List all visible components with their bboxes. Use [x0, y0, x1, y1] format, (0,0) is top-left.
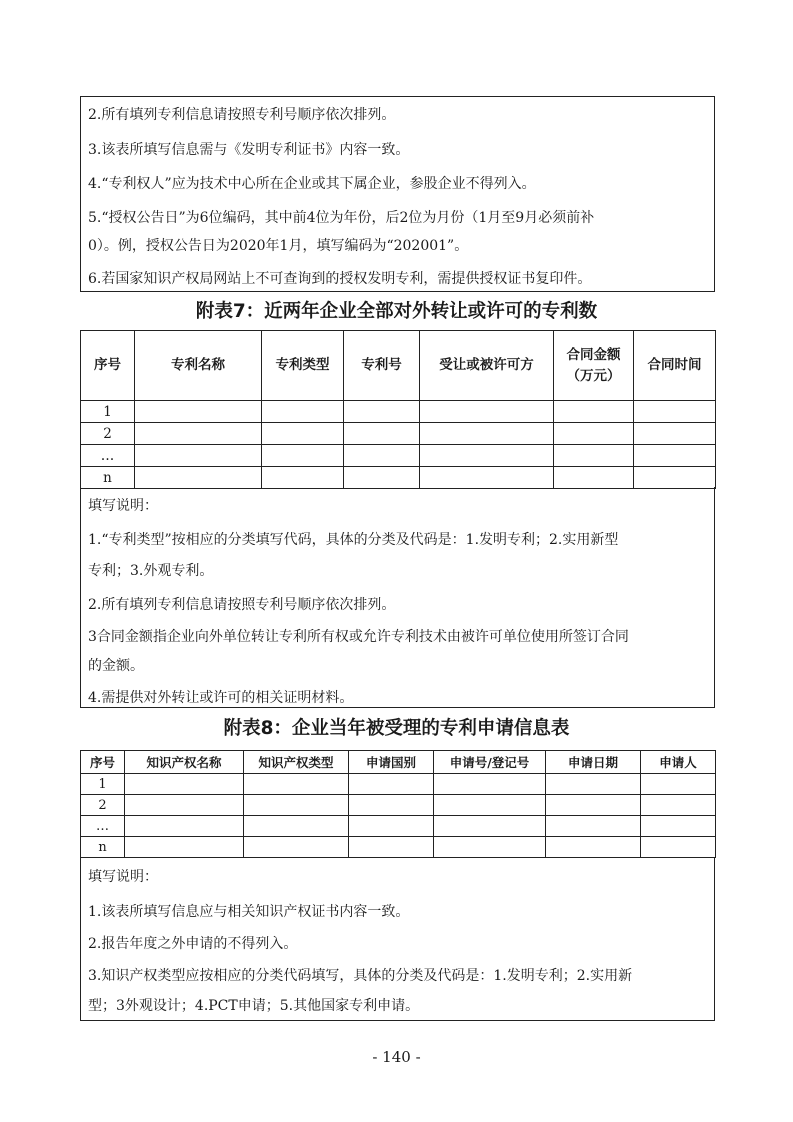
page-number: - 140 - — [372, 1048, 421, 1066]
t8-note-2: 2.报告年度之外申请的不得列入。 — [88, 936, 298, 952]
table-row — [81, 774, 716, 795]
t7-note-4: 3合同金额指企业向外单位转让专利所有权或允许专利技术由被许可单位使用所签订合同 — [88, 629, 629, 645]
t8-cell[interactable] — [349, 795, 434, 816]
t7-cell[interactable] — [135, 445, 262, 467]
t7-row-label: 2 — [81, 423, 135, 445]
t8-cell[interactable] — [641, 837, 716, 858]
top-notes-box — [80, 96, 715, 292]
t7-cell[interactable] — [344, 445, 420, 467]
t7-header-type: 专利类型 — [262, 331, 344, 401]
t8-header-ip-type: 知识产权类型 — [244, 751, 349, 774]
t7-cell[interactable] — [262, 423, 344, 445]
t8-cell[interactable] — [546, 795, 641, 816]
t8-note-4: 型；3外观设计；4.PCT申请；5.其他国家专利申请。 — [88, 998, 420, 1014]
t8-cell[interactable] — [244, 816, 349, 837]
t8-cell[interactable] — [349, 816, 434, 837]
t7-note-5: 的金额。 — [88, 658, 144, 674]
t8-cell[interactable] — [349, 774, 434, 795]
t7-cell[interactable] — [420, 401, 554, 423]
t8-cell[interactable] — [641, 774, 716, 795]
t7-cell[interactable] — [420, 445, 554, 467]
t7-notes-heading: 填写说明： — [88, 498, 158, 514]
table7-title: 附表7：近两年企业全部对外转让或许可的专利数 — [195, 301, 598, 322]
t7-row-label: … — [81, 445, 135, 467]
table-row — [81, 795, 716, 816]
t8-cell[interactable] — [349, 837, 434, 858]
table7 — [80, 330, 716, 489]
t8-header-app-date: 申请日期 — [546, 751, 641, 774]
top-note-2: 3.该表所填写信息需与《发明专利证书》内容一致。 — [88, 142, 410, 158]
t8-cell[interactable] — [546, 774, 641, 795]
t8-row-label: 1 — [81, 774, 125, 795]
t7-cell[interactable] — [420, 467, 554, 489]
t7-cell[interactable] — [634, 423, 716, 445]
t8-note-3: 3.知识产权类型应按相应的分类代码填写，具体的分类及代码是：1.发明专利；2.实用新 — [88, 968, 633, 984]
t7-row-label: 1 — [81, 401, 135, 423]
table-row — [81, 401, 716, 423]
t8-cell[interactable] — [641, 795, 716, 816]
table-row — [81, 837, 716, 858]
t8-header-ip-name: 知识产权名称 — [125, 751, 244, 774]
t7-cell[interactable] — [634, 445, 716, 467]
t7-note-1: 1.“专利类型”按相应的分类填写代码，具体的分类及代码是：1.发明专利；2.实用新型 — [88, 532, 619, 548]
t7-cell[interactable] — [135, 423, 262, 445]
t7-cell[interactable] — [554, 445, 634, 467]
table8 — [80, 750, 716, 858]
t7-cell[interactable] — [262, 401, 344, 423]
t7-note-6: 4.需提供对外转让或许可的相关证明材料。 — [88, 690, 354, 706]
t8-row-label: n — [81, 837, 125, 858]
table-row — [81, 423, 716, 445]
table8-title: 附表8：企业当年被受理的专利申请信息表 — [223, 718, 570, 739]
t8-cell[interactable] — [244, 795, 349, 816]
t8-note-1: 1.该表所填写信息应与相关知识产权证书内容一致。 — [88, 904, 410, 920]
t8-cell[interactable] — [546, 816, 641, 837]
t7-cell[interactable] — [554, 401, 634, 423]
t7-cell[interactable] — [135, 467, 262, 489]
table-row — [81, 816, 716, 837]
t7-header-licensee: 受让或被许可方 — [420, 331, 554, 401]
top-note-6: 6.若国家知识产权局网站上不可查询到的授权发明专利，需提供授权证书复印件。 — [88, 271, 592, 287]
t7-cell[interactable] — [344, 423, 420, 445]
t8-cell[interactable] — [244, 837, 349, 858]
table-row — [81, 467, 716, 489]
t8-header-seq: 序号 — [81, 751, 125, 774]
t8-cell[interactable] — [244, 774, 349, 795]
t7-cell[interactable] — [420, 423, 554, 445]
top-note-4: 5.“授权公告日”为6位编码，其中前4位为年份，后2位为月份（1月至9月必须前补 — [88, 210, 595, 226]
t8-notes-heading: 填写说明： — [88, 869, 158, 885]
t8-row-label: 2 — [81, 795, 125, 816]
t7-cell[interactable] — [634, 401, 716, 423]
top-note-1: 2.所有填列专利信息请按照专利号顺序依次排列。 — [88, 107, 396, 123]
t7-note-3: 2.所有填列专利信息请按照专利号顺序依次排列。 — [88, 597, 396, 613]
t8-header-app-number: 申请号/登记号 — [434, 751, 546, 774]
t8-cell[interactable] — [434, 795, 546, 816]
t7-cell[interactable] — [634, 467, 716, 489]
t8-cell[interactable] — [434, 837, 546, 858]
t7-cell[interactable] — [262, 445, 344, 467]
t7-header-amount: 合同金额 （万元） — [554, 331, 634, 401]
t8-cell[interactable] — [125, 774, 244, 795]
t7-header-name: 专利名称 — [135, 331, 262, 401]
t8-cell[interactable] — [434, 816, 546, 837]
t7-row-label: n — [81, 467, 135, 489]
t7-cell[interactable] — [554, 423, 634, 445]
t7-cell[interactable] — [344, 401, 420, 423]
t7-cell[interactable] — [262, 467, 344, 489]
t8-row-label: … — [81, 816, 125, 837]
t8-cell[interactable] — [641, 816, 716, 837]
table-row — [81, 445, 716, 467]
t7-cell[interactable] — [554, 467, 634, 489]
t7-header-time: 合同时间 — [634, 331, 716, 401]
t8-cell[interactable] — [125, 837, 244, 858]
top-note-5: 0）。例，授权公告日为2020年1月，填写编码为“202001”。 — [88, 238, 469, 254]
t7-note-2: 专利；3.外观专利。 — [88, 563, 214, 579]
t8-header-country: 申请国别 — [349, 751, 434, 774]
t8-cell[interactable] — [125, 816, 244, 837]
t7-cell[interactable] — [344, 467, 420, 489]
t8-cell[interactable] — [434, 774, 546, 795]
t8-header-applicant: 申请人 — [641, 751, 716, 774]
t7-header-number: 专利号 — [344, 331, 420, 401]
t7-header-seq: 序号 — [81, 331, 135, 401]
t7-cell[interactable] — [135, 401, 262, 423]
t8-cell[interactable] — [546, 837, 641, 858]
top-note-3: 4.“专利权人”应为技术中心所在企业或其下属企业，参股企业不得列入。 — [88, 176, 536, 192]
t8-cell[interactable] — [125, 795, 244, 816]
